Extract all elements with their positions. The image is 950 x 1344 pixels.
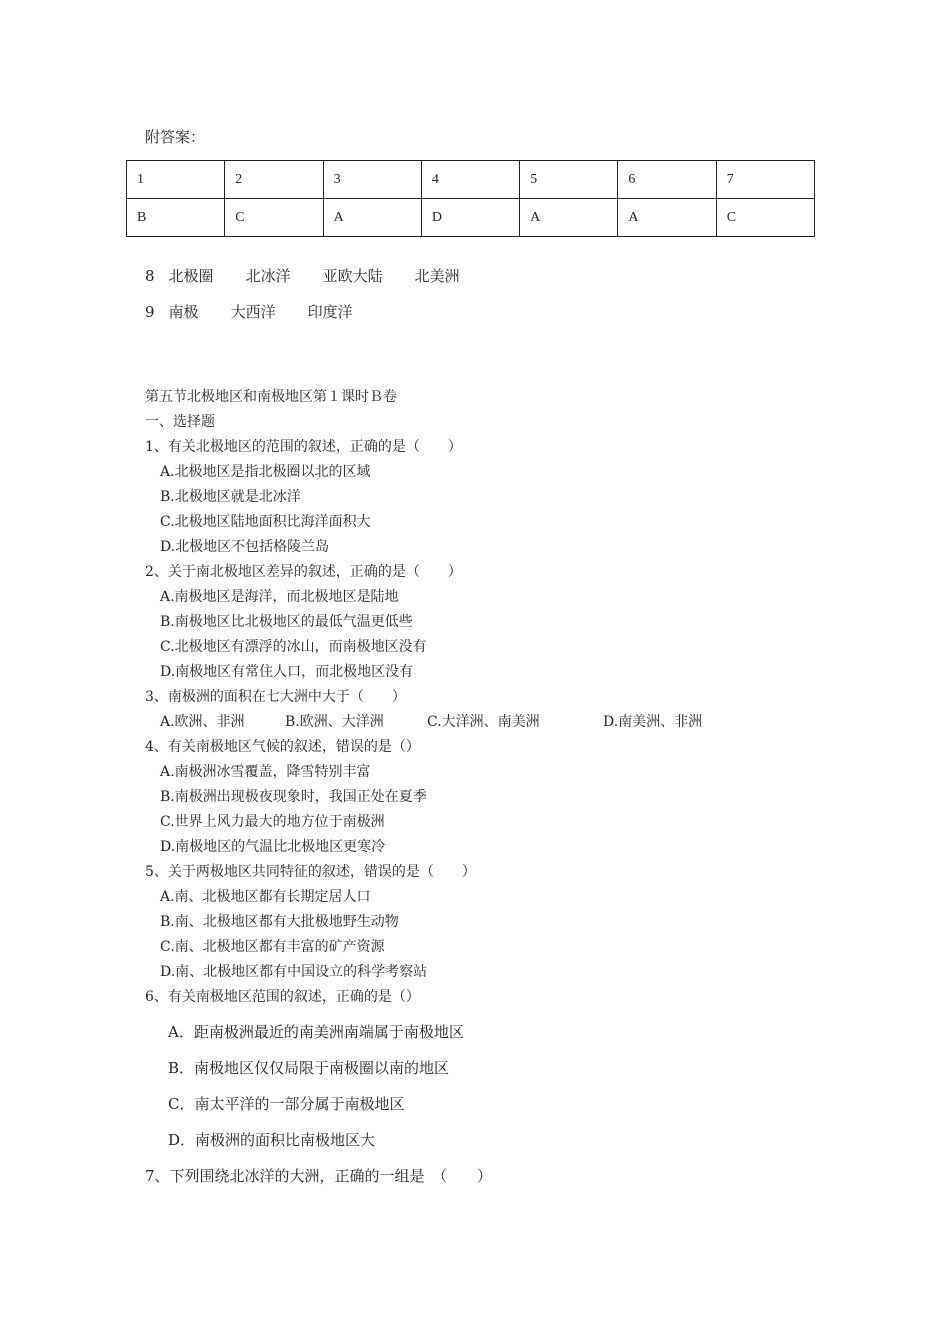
table-row-numbers xyxy=(127,161,815,199)
question-5-option-a: A.南、北极地区都有长期定居人口 xyxy=(160,889,371,905)
question-6-option-c: C．南太平洋的一部分属于南极地区 xyxy=(168,1095,405,1113)
table-cell: D xyxy=(421,199,519,237)
question-2-option-b: B.南极地区比北极地区的最低气温更低些 xyxy=(160,614,413,630)
question-1-stem: 1、有关北极地区的范围的叙述，正确的是（ ） xyxy=(145,439,462,455)
question-3-options xyxy=(160,711,702,731)
table-cell: 1 xyxy=(127,161,225,199)
question-3-option-b: B.欧洲、大洋洲 xyxy=(285,714,384,730)
question-6-option-b: B．南极地区仅仅局限于南极圈以南的地区 xyxy=(168,1059,450,1077)
table-cell: A xyxy=(520,199,618,237)
question-3-option-a: A.欧洲、非洲 xyxy=(160,714,245,730)
part-title: 一、选择题 xyxy=(145,414,215,430)
table-cell: B xyxy=(127,199,225,237)
question-2-option-d: D.南极地区有常住人口，而北极地区没有 xyxy=(160,664,414,680)
question-3-option-c: C.大洋洲、南美洲 xyxy=(427,714,540,730)
question-4-option-c: C.世界上风力最大的地方位于南极洲 xyxy=(160,814,385,830)
question-3-stem: 3、南极洲的面积在七大洲中大于（ ） xyxy=(145,689,406,705)
question-4-option-b: B.南极洲出现极夜现象时，我国正处在夏季 xyxy=(160,789,427,805)
fill-answer-9: 9 南极 大西洋 印度洋 xyxy=(145,303,353,321)
question-1-option-c: C.北极地区陆地面积比海洋面积大 xyxy=(160,514,371,530)
table-cell: 3 xyxy=(323,161,421,199)
question-1-option-b: B.北极地区就是北冰洋 xyxy=(160,489,301,505)
answer-label: 附答案： xyxy=(145,128,206,146)
question-3-option-d: D.南美洲、非洲 xyxy=(603,714,703,730)
question-5-option-c: C.南、北极地区都有丰富的矿产资源 xyxy=(160,939,385,955)
table-cell: 4 xyxy=(421,161,519,199)
question-5-option-b: B.南、北极地区都有大批极地野生动物 xyxy=(160,914,399,930)
question-4-stem: 4、有关南极地区气候的叙述，错误的是（） xyxy=(145,739,420,755)
question-5-stem: 5、关于两极地区共同特征的叙述，错误的是（ ） xyxy=(145,864,476,880)
table-cell: 7 xyxy=(716,161,814,199)
question-5-option-d: D.南、北极地区都有中国设立的科学考察站 xyxy=(160,964,428,980)
table-cell: C xyxy=(716,199,814,237)
question-6-stem: 6、有关南极地区范围的叙述，正确的是（） xyxy=(145,989,420,1005)
table-cell: 5 xyxy=(520,161,618,199)
question-1-option-a: A.北极地区是指北极圈以北的区域 xyxy=(160,464,371,480)
question-2-option-c: C.北极地区有漂浮的冰山，而南极地区没有 xyxy=(160,639,427,655)
question-2-stem: 2、关于南北极地区差异的叙述，正确的是（ ） xyxy=(145,564,462,580)
table-cell: 6 xyxy=(618,161,716,199)
table-cell: A xyxy=(323,199,421,237)
section-title: 第五节北极地区和南极地区第１课时Ｂ卷 xyxy=(145,389,397,405)
question-6-option-d: D．南极洲的面积比南极地区大 xyxy=(168,1131,376,1149)
table-cell: 2 xyxy=(225,161,323,199)
table-row-answers xyxy=(127,199,815,237)
answer-table xyxy=(126,160,815,237)
question-2-option-a: A.南极地区是海洋，而北极地区是陆地 xyxy=(160,589,399,605)
table-cell: A xyxy=(618,199,716,237)
question-4-option-d: D.南极地区的气温比北极地区更寒冷 xyxy=(160,839,386,855)
table-cell: C xyxy=(225,199,323,237)
question-7-stem: 7、下列围绕北冰洋的大洲，正确的一组是 （ ） xyxy=(145,1167,493,1185)
fill-answer-8: 8 北极圈 北冰洋 亚欧大陆 北美洲 xyxy=(145,267,460,285)
question-4-option-a: A.南极洲冰雪覆盖，降雪特别丰富 xyxy=(160,764,371,780)
question-6-option-a: A．距南极洲最近的南美洲南端属于南极地区 xyxy=(168,1023,464,1041)
question-1-option-d: D.北极地区不包括格陵兰岛 xyxy=(160,539,330,555)
